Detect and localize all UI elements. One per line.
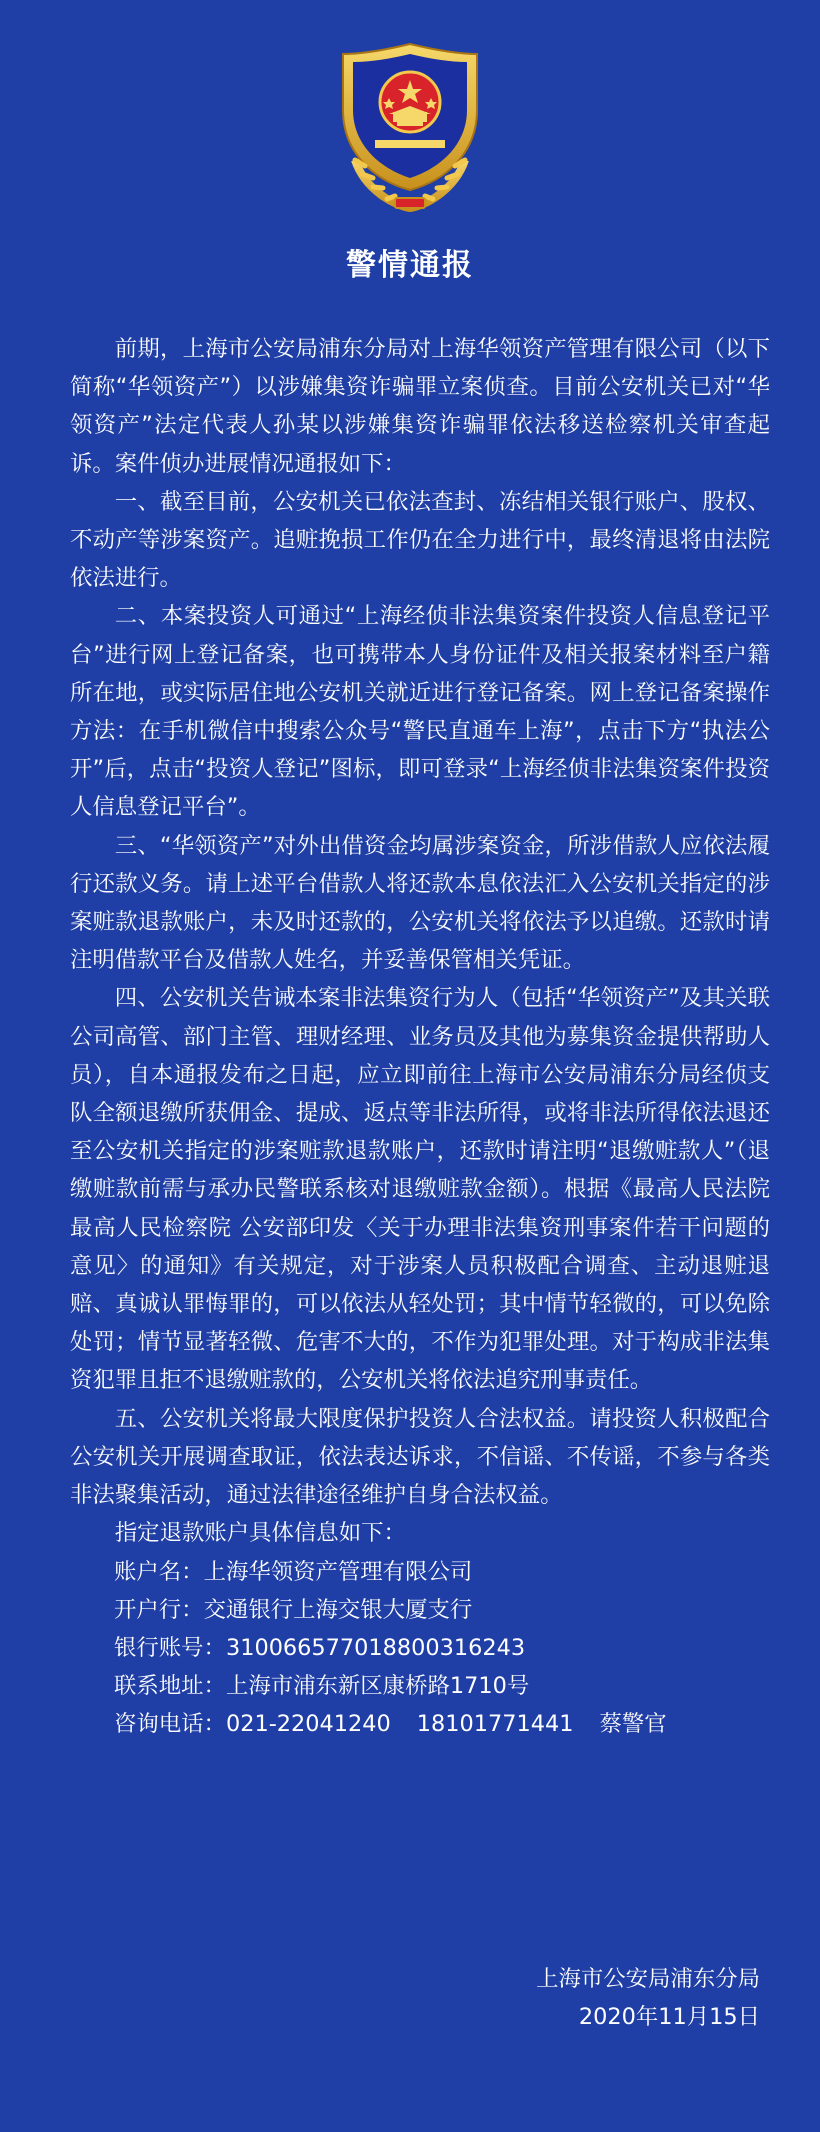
account-name-label: 账户名： <box>114 1558 204 1585</box>
account-intro: 指定退款账户具体信息如下： <box>114 1520 406 1547</box>
issuer-name: 上海市公安局浦东分局 <box>536 1966 760 1992</box>
contact-phone-row <box>70 1705 770 1743</box>
police-emblem-icon <box>325 40 495 212</box>
account-bank-row <box>70 1591 770 1629</box>
contact-person: 蔡警官 <box>599 1711 667 1738</box>
intro-paragraph: 前期，上海市公安局浦东分局对上海华领资产管理有限公司（以下简称“华领资产”）以涉嫌集资诈骗罪立案侦查。目前公安机关已对“华领资产”法定代表人孙某以涉嫌集资诈骗罪依法移送检察机关审查起诉。案件侦办进展情况通报如下： <box>70 336 770 477</box>
contact-address-label: 联系地址： <box>114 1673 226 1700</box>
notice-footer <box>536 1960 760 2036</box>
account-bank-value: 交通银行上海交银大厦支行 <box>203 1596 473 1623</box>
contact-phone-1: 021-22041240 <box>225 1711 391 1738</box>
contact-address-row <box>70 1667 770 1705</box>
account-info <box>70 1553 770 1744</box>
notice-body <box>70 330 770 1744</box>
section-1-paragraph: 一、截至目前，公安机关已依法查封、冻结相关银行账户、股权、不动产等涉案资产。追赃挽损工作仍在全力进行中，最终清退将由法院依法进行。 <box>70 488 770 592</box>
contact-phone-2: 18101771441 <box>416 1711 574 1738</box>
issue-date: 2020年11月15日 <box>578 2004 760 2030</box>
account-name-row <box>70 1553 770 1591</box>
account-bank-label: 开户行： <box>114 1596 204 1623</box>
page-title: 警情通报 <box>346 248 474 283</box>
section-2-paragraph: 二、本案投资人可通过“上海经侦非法集资案件投资人信息登记平台”进行网上登记备案，也可携带本人身份证件及相关报案材料至户籍所在地，或实际居住地公安机关就近进行登记备案。网上登记备案操作方法：在手机微信中搜索公众号“警民直通车上海”，点击下方“执法公开”后，点击“投资人登记”图标，即可登录“上海经侦非法集资案件投资人信息登记平台”。 <box>70 603 770 821</box>
account-number-value: 310066577018800316243 <box>225 1634 526 1661</box>
section-4-paragraph: 四、公安机关告诫本案非法集资行为人（包括“华领资产”及其关联公司高管、部门主管、理财经理、业务员及其他为募集资金提供帮助人员），自本通报发布之日起，应立即前往上海市公安局浦东分局经侦支队全额退缴所获佣金、提成、返点等非法所得，或将非法所得依法退还至公安机关指定的涉案赃款退款账户，还款时请注明“退缴赃款人”（退缴赃款前需与承办民警联系核对退缴赃款金额）。根据《最高人民法院 最高人民检察院 公安部印发〈关于办理非法集资刑事案件若干问题的意见〉的通知》有关规定，对于涉案人员积极配合调查、主动退赃退赔、真诚认罪悔罪的，可以依法从轻处罚；其中情节轻微的，可以免除处罚；情节显著轻微、危害不大的，不作为犯罪处理。对于构成非法集资犯罪且拒不退缴赃款的，公安机关将依法追究刑事责任。 <box>70 985 770 1394</box>
account-number-row <box>70 1629 770 1667</box>
contact-address-value: 上海市浦东新区康桥路1710号 <box>225 1673 530 1700</box>
account-number-label: 银行账号： <box>114 1634 226 1661</box>
section-3-paragraph: 三、“华领资产”对外出借资金均属涉案资金，所涉借款人应依法履行还款义务。请上述平台借款人将还款本息依法汇入公安机关指定的涉案赃款退款账户，未及时还款的，公安机关将依法予以追缴。还款时请注明借款平台及借款人姓名，并妥善保管相关凭证。 <box>70 832 770 974</box>
section-5-paragraph: 五、公安机关将最大限度保护投资人合法权益。请投资人积极配合公安机关开展调查取证，依法表达诉求，不信谣、不传谣，不参与各类非法聚集活动，通过法律途径维护自身合法权益。 <box>70 1405 770 1509</box>
contact-phone-label: 咨询电话： <box>114 1711 226 1738</box>
account-name-value: 上海华领资产管理有限公司 <box>203 1558 473 1585</box>
